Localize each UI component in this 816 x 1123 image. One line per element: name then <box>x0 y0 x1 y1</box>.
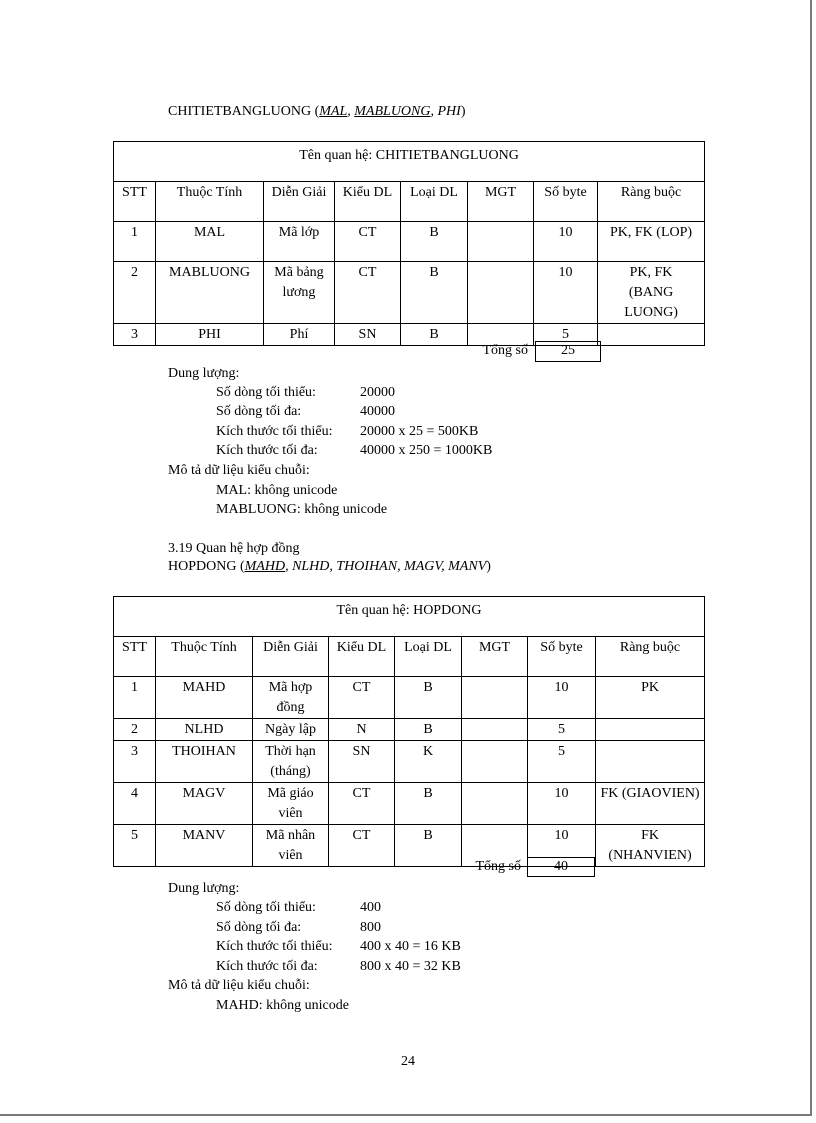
max-rows-value: 800 <box>360 920 381 935</box>
min-size-value: 400 x 40 = 16 KB <box>360 939 461 954</box>
page-number: 24 <box>401 1054 415 1069</box>
schema-key-mabluong: MABLUONG <box>354 104 431 119</box>
header-attribute: Thuộc Tính <box>156 637 253 677</box>
string-desc-item: MABLUONG: không unicode <box>216 502 388 517</box>
relation-table-hopdong <box>113 596 705 867</box>
string-desc-item: MAHD: không unicode <box>216 998 349 1013</box>
schema-key-mahd: MAHD <box>244 559 286 574</box>
relation-table-chitietbangluong <box>113 141 705 346</box>
table-row: 3 PHI Phí SN B 5 <box>114 324 705 346</box>
min-rows-value: 400 <box>360 900 381 915</box>
capacity-heading: Dung lượng: <box>168 881 240 896</box>
header-stt: STT <box>114 637 156 677</box>
table-header-row <box>114 637 705 677</box>
max-size-label: Kích thước tối đa: <box>216 959 318 974</box>
header-data-kind: Loại DL <box>401 182 468 222</box>
table-title: Tên quan hệ: CHITIETBANGLUONG <box>114 142 705 182</box>
min-rows-label: Số dòng tối thiểu: <box>216 900 316 915</box>
schema-attrs: , NLHD, THOIHAN, MAGV, MANV <box>285 559 487 574</box>
header-mgt: MGT <box>462 637 528 677</box>
table-row: 1 MAL Mã lớp CT B 10 PK, FK (LOP) <box>114 222 705 262</box>
header-data-type: Kiểu DL <box>335 182 401 222</box>
table-row: 3 THOIHAN Thời hạn (tháng) SN K 5 <box>114 741 705 783</box>
table-row: 2 NLHD Ngày lập N B 5 <box>114 719 705 741</box>
capacity-heading: Dung lượng: <box>168 366 240 381</box>
string-desc-heading: Mô tả dữ liệu kiểu chuỗi: <box>168 978 310 993</box>
schema-name: HOPDONG <box>168 559 237 574</box>
total-label: Tổng số <box>475 859 521 874</box>
max-rows-value: 40000 <box>360 404 395 419</box>
min-size-label: Kích thước tối thiểu: <box>216 424 333 439</box>
header-bytes: Số byte <box>528 637 596 677</box>
max-rows-label: Số dòng tối đa: <box>216 404 302 419</box>
table-row: 4 MAGV Mã giáo viên CT B 10 FK (GIAOVIEN) <box>114 783 705 825</box>
table-header-row <box>114 182 705 222</box>
table-row: 5 MANV Mã nhân viên CT B 10 FK (NHANVIEN) <box>114 825 705 867</box>
max-size-value: 800 x 40 = 32 KB <box>360 959 461 974</box>
min-rows-value: 20000 <box>360 385 395 400</box>
header-stt: STT <box>114 182 156 222</box>
header-constraint: Ràng buộc <box>598 182 705 222</box>
schema-line-hopdong: HOPDONG (MAHD, NLHD, THOIHAN, MAGV, MANV) <box>168 559 491 574</box>
string-desc-item: MAL: không unicode <box>216 483 338 498</box>
table-row: 2 MABLUONG Mã bảng lương CT B 10 PK, FK (BANG LUONG) <box>114 262 705 324</box>
string-desc-heading: Mô tả dữ liệu kiểu chuỗi: <box>168 463 310 478</box>
min-size-label: Kích thước tối thiểu: <box>216 939 333 954</box>
schema-key-mal: MAL <box>319 104 348 119</box>
header-mgt: MGT <box>468 182 534 222</box>
total-value-box: 25 <box>535 341 601 362</box>
header-attribute: Thuộc Tính <box>156 182 264 222</box>
max-size-value: 40000 x 250 = 1000KB <box>360 443 493 458</box>
min-rows-label: Số dòng tối thiểu: <box>216 385 316 400</box>
header-data-kind: Loại DL <box>395 637 462 677</box>
header-bytes: Số byte <box>534 182 598 222</box>
schema-attr-phi: PHI <box>437 104 461 119</box>
header-description: Diễn Giải <box>264 182 335 222</box>
max-rows-label: Số dòng tối đa: <box>216 920 302 935</box>
total-label: Tổng số <box>482 343 528 358</box>
schema-line-chitietbangluong: CHITIETBANGLUONG (MAL, MABLUONG, PHI) <box>168 104 466 119</box>
header-data-type: Kiểu DL <box>329 637 395 677</box>
table-title: Tên quan hệ: HOPDONG <box>114 597 705 637</box>
schema-name: CHITIETBANGLUONG <box>168 104 312 119</box>
header-constraint: Ràng buộc <box>596 637 705 677</box>
table-row: 1 MAHD Mã hợp đồng CT B 10 PK <box>114 677 705 719</box>
section-heading: 3.19 Quan hệ hợp đồng <box>168 541 300 556</box>
max-size-label: Kích thước tối đa: <box>216 443 318 458</box>
header-description: Diễn Giải <box>253 637 329 677</box>
min-size-value: 20000 x 25 = 500KB <box>360 424 479 439</box>
total-value-box: 40 <box>527 857 595 877</box>
